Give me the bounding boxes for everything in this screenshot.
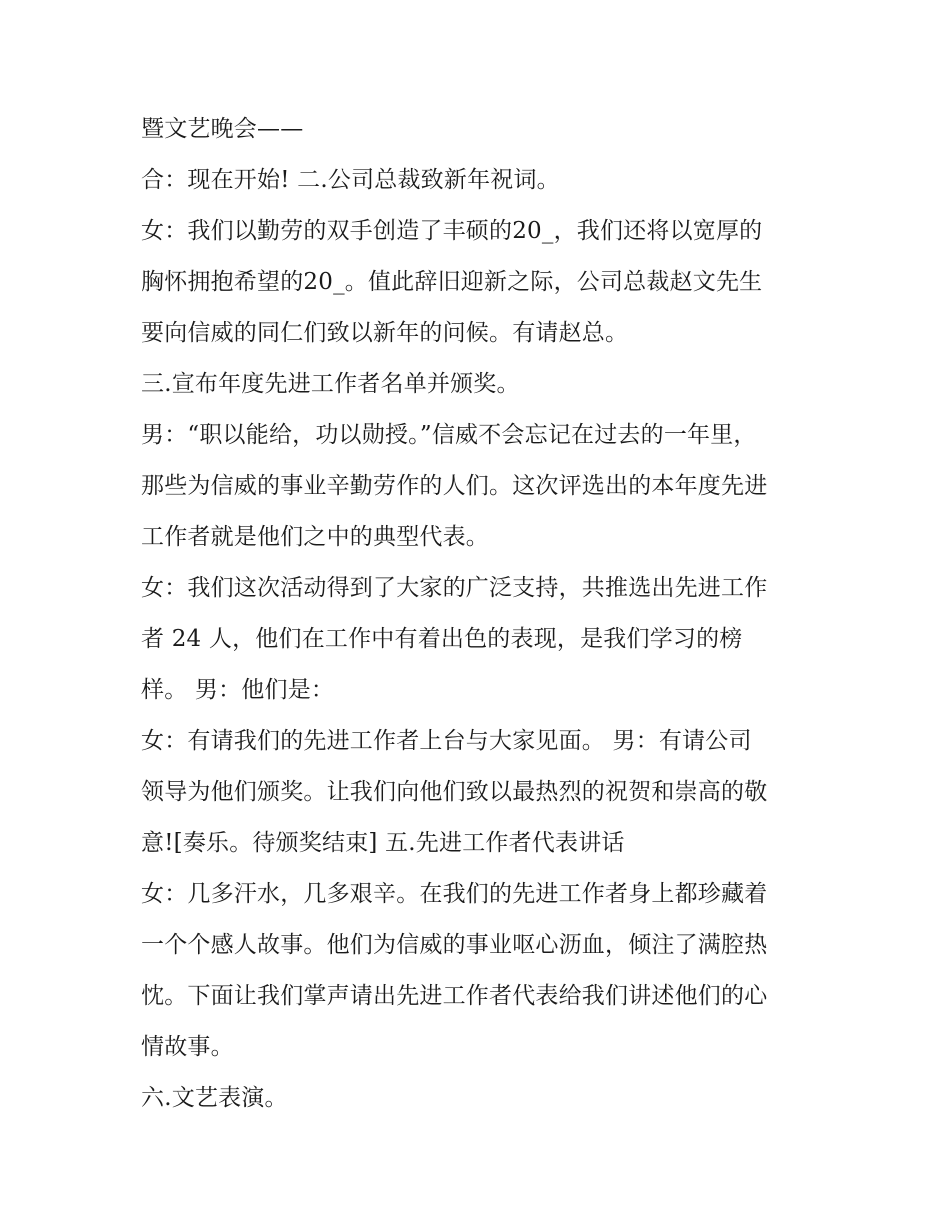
- text-line: 样。 男：他们是：: [141, 677, 335, 703]
- text-line: 一个个感人故事。他们为信威的事业呕心沥血，倾注了满腔热: [141, 932, 768, 958]
- text-line: 意![奏乐。待颁奖结束] 五.先进工作者代表讲话: [141, 830, 625, 856]
- text-line: 那些为信威的事业辛勤劳作的人们。这次评选出的本年度先进: [141, 473, 768, 499]
- text-line: 合：现在开始! 二.公司总裁致新年祝词。: [141, 167, 560, 193]
- text-line: 暨文艺晚会——: [141, 116, 304, 142]
- text-line: 女：我们以勤劳的双手创造了丰硕的20_，我们还将以宽厚的: [141, 218, 763, 244]
- text-line: 工作者就是他们之中的典型代表。: [141, 524, 489, 550]
- text-line: 女：几多汗水，几多艰辛。在我们的先进工作者身上都珍藏着: [141, 881, 768, 907]
- text-line: 男：“职以能给，功以勋授。”信威不会忘记在过去的一年里，: [141, 422, 757, 448]
- document-body: [141, 104, 813, 1124]
- text-line: 三.宣布年度先进工作者名单并颁奖。: [141, 371, 520, 397]
- text-line: 领导为他们颁奖。让我们向他们致以最热烈的祝贺和崇高的敬: [141, 779, 768, 805]
- text-line: 六.文艺表演。: [141, 1085, 288, 1111]
- text-line: 女：我们这次活动得到了大家的广泛支持，共推选出先进工作: [141, 575, 768, 601]
- text-line: 忱。下面让我们掌声请出先进工作者代表给我们讲述他们的心: [141, 983, 768, 1009]
- text-line: 要向信威的同仁们致以新年的问候。有请赵总。: [141, 320, 629, 346]
- text-line: 情故事。: [141, 1034, 234, 1060]
- text-line: 者 24 人，他们在工作中有着出色的表现，是我们学习的榜: [141, 626, 743, 652]
- text-line: 女：有请我们的先进工作者上台与大家见面。 男：有请公司: [141, 728, 752, 754]
- text-line: 胸怀拥抱希望的20_。值此辞旧迎新之际，公司总裁赵文先生: [141, 269, 763, 295]
